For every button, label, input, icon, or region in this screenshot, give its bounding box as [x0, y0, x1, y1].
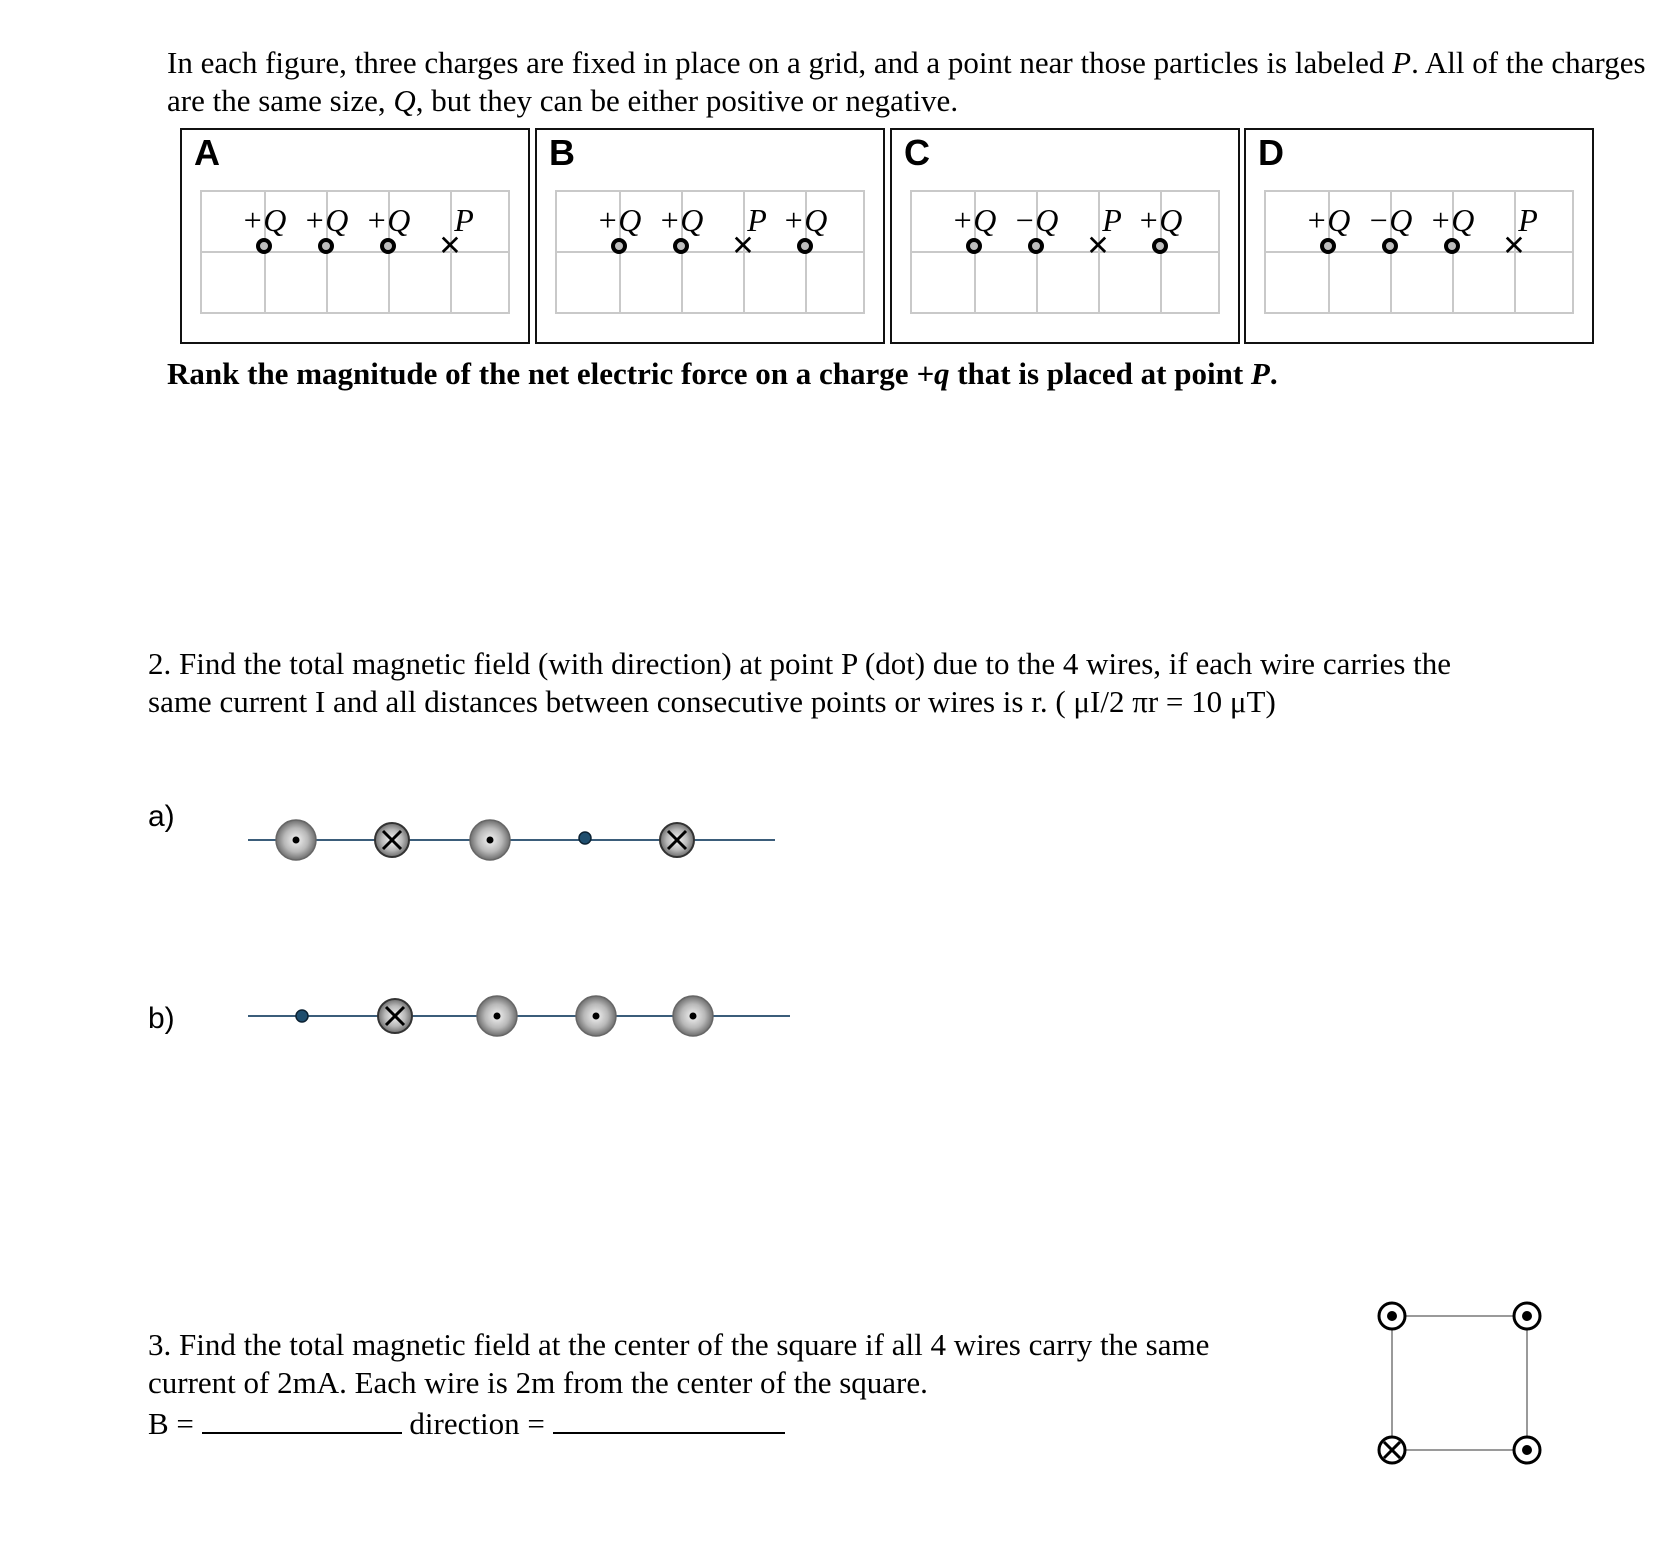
part-b-label: b) — [148, 1002, 175, 1035]
charge-label: +Q — [951, 202, 997, 238]
charge-label: +Q — [658, 202, 704, 238]
panel-letter: C — [904, 132, 930, 173]
point-x-icon: ✕ — [438, 229, 462, 262]
wire-out-icon — [276, 820, 316, 860]
panel-letter: D — [1258, 132, 1284, 173]
charge-label: +Q — [596, 202, 642, 238]
rank-instruction: Rank the magnitude of the net electric force on a charge +q that is placed at point P. — [167, 356, 1278, 391]
charge-label: +Q — [303, 202, 349, 238]
corner-wire-out-icon — [1379, 1303, 1405, 1329]
charge-label: −Q — [1013, 202, 1059, 238]
wire-in-icon — [660, 823, 694, 857]
b-label: B = — [148, 1406, 202, 1441]
wire-out-icon — [470, 820, 510, 860]
part-b-diagram — [248, 996, 790, 1036]
b-answer-blank[interactable] — [202, 1402, 402, 1434]
charge-label: −Q — [1367, 202, 1413, 238]
square-wire-diagram — [1379, 1303, 1540, 1463]
corner-wire-out-icon — [1514, 1303, 1540, 1329]
direction-answer-blank[interactable] — [553, 1402, 785, 1434]
part-a-diagram — [248, 820, 775, 860]
point-x-icon: ✕ — [1086, 229, 1110, 262]
point-x-icon: ✕ — [731, 229, 755, 262]
problem2-line2: same current I and all distances between consecutive points or wires is r. ( μI/2 πr = 10 μT) — [148, 684, 1276, 719]
charge-label: +Q — [782, 202, 828, 238]
point-x-icon: ✕ — [1502, 229, 1526, 262]
corner-wire-out-icon — [1514, 1437, 1540, 1463]
square-outline — [1392, 1316, 1527, 1450]
charge-label: +Q — [241, 202, 287, 238]
problem3-text — [148, 1326, 1348, 1443]
point-label: P — [747, 202, 767, 238]
panel-letter: A — [194, 132, 220, 173]
point-label: P — [1102, 202, 1122, 238]
wire-out-icon — [673, 996, 713, 1036]
point-p-icon — [579, 832, 591, 844]
wire-in-icon — [378, 999, 412, 1033]
corner-wire-in-icon — [1379, 1437, 1405, 1463]
answer-line — [148, 1402, 1348, 1443]
wire-out-icon — [477, 996, 517, 1036]
charge-label: +Q — [1305, 202, 1351, 238]
charge-label: +Q — [1429, 202, 1475, 238]
part-a-label: a) — [148, 800, 175, 833]
wire-out-icon — [576, 996, 616, 1036]
point-label: P — [454, 202, 474, 238]
point-p-icon — [296, 1010, 308, 1022]
point-label: P — [1518, 202, 1538, 238]
problem1-intro: In each figure, three charges are fixed in place on a grid, and a point near those particles is labeled P. All of the charges are the same size, Q, but they can be either positive or negative. — [167, 45, 1646, 118]
direction-label: direction = — [409, 1406, 553, 1441]
wire-in-icon — [375, 823, 409, 857]
problem2-line1: 2. Find the total magnetic field (with direction) at point P (dot) due to the 4 wires, if each wire carries the — [148, 646, 1452, 681]
problem3-line1: 3. Find the total magnetic field at the center of the square if all 4 wires carry the same — [148, 1327, 1210, 1362]
panel-letter: B — [549, 132, 575, 173]
charge-label: +Q — [1137, 202, 1183, 238]
charge-label: +Q — [365, 202, 411, 238]
problem3-line2: current of 2mA. Each wire is 2m from the center of the square. — [148, 1365, 928, 1400]
